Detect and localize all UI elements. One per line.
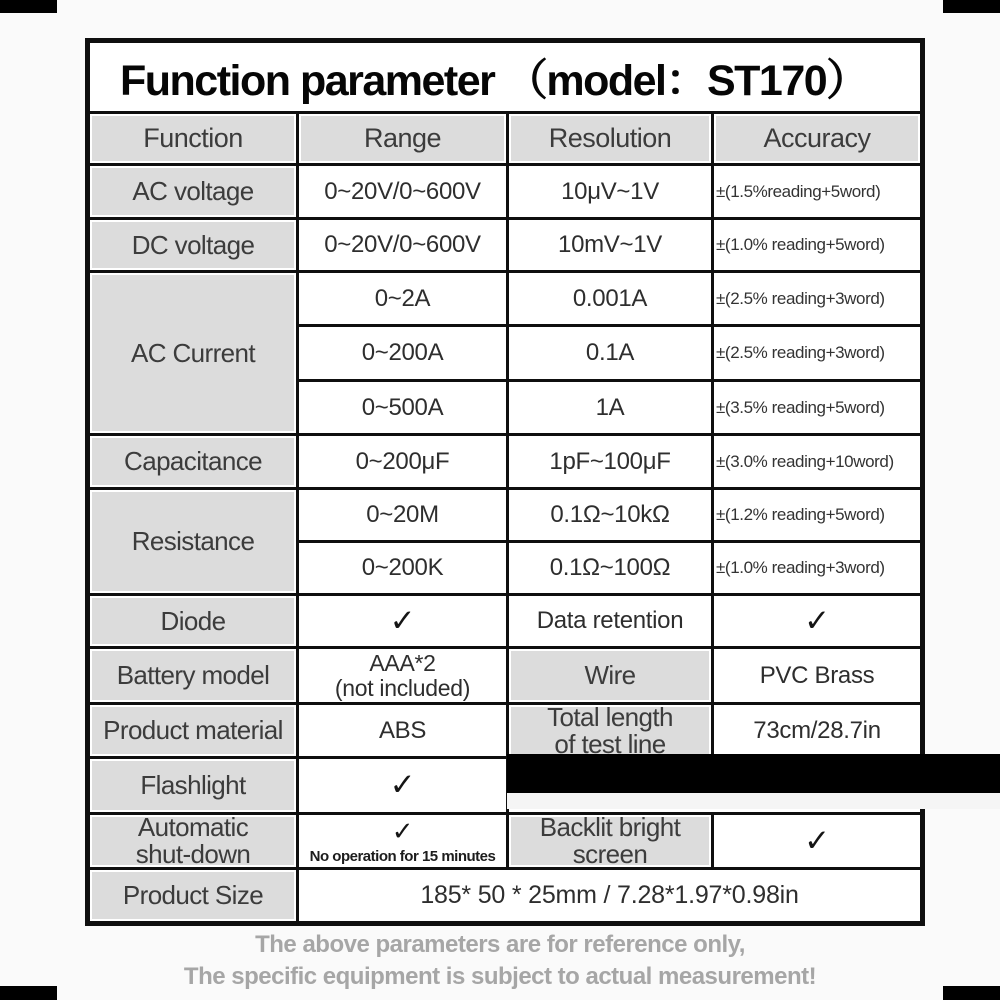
label-ac-voltage: AC voltage — [88, 165, 298, 219]
row-resistance-1 — [88, 489, 923, 542]
header-accuracy: Accuracy — [713, 113, 923, 165]
footer-line-1: The above parameters are for reference only, — [255, 931, 745, 958]
resolution-ac-voltage: 10μV~1V — [508, 165, 713, 219]
material-value: ABS — [298, 704, 508, 758]
label-resistance: Resistance — [88, 489, 298, 595]
range-capacitance: 0~200μF — [298, 435, 508, 489]
range-dc-voltage: 0~20V/0~600V — [298, 219, 508, 272]
label-data-retention: Data retention — [508, 595, 713, 648]
resolution-ac-current-1: 0.001A — [508, 272, 713, 326]
auto-shutdown-note: No operation for 15 minutes — [309, 847, 496, 865]
range-ac-current-1: 0~2A — [298, 272, 508, 326]
accuracy-ac-voltage: ±(1.5%reading+5word) — [713, 165, 923, 219]
image-corner-artifact-top-right — [943, 0, 1000, 13]
label-backlit-screen: Backlit bright screen — [508, 814, 713, 869]
check-icon: ✓ — [389, 767, 416, 802]
check-icon: ✓ — [389, 602, 416, 638]
header-resolution: Resolution — [508, 113, 713, 165]
battery-value: AAA*2 (not included) — [298, 648, 508, 704]
accuracy-resistance-1: ±(1.2% reading+5word) — [713, 489, 923, 542]
auto-shutdown-value — [298, 814, 508, 869]
accuracy-capacitance: ±(3.0% reading+10word) — [713, 435, 923, 489]
row-battery-wire — [88, 648, 923, 704]
row-material-testline — [88, 704, 923, 758]
range-ac-voltage: 0~20V/0~600V — [298, 165, 508, 219]
table-title: Function parameter （model：ST170） — [88, 41, 923, 113]
accuracy-ac-current-1: ±(2.5% reading+3word) — [713, 272, 923, 326]
footer-disclaimer — [0, 929, 1000, 994]
diode-value — [298, 595, 508, 648]
footer-line-2: The specific equipment is subject to actual measurement! — [183, 963, 817, 991]
backlit-value — [713, 814, 923, 869]
label-capacitance: Capacitance — [88, 435, 298, 489]
row-dc-voltage — [88, 219, 923, 272]
accuracy-ac-current-3: ±(3.5% reading+5word) — [713, 381, 923, 435]
resolution-capacitance: 1pF~100μF — [508, 435, 713, 489]
label-dc-voltage: DC voltage — [88, 219, 298, 272]
header-function: Function — [88, 113, 298, 165]
row-autoshutdown-backlit — [88, 814, 923, 869]
check-icon: ✓ — [804, 822, 830, 858]
row-ac-voltage — [88, 165, 923, 219]
label-battery-model: Battery model — [88, 648, 298, 704]
product-size-value: 185* 50 * 25mm / 7.28*1.97*0.98in — [298, 869, 923, 924]
accuracy-ac-current-2: ±(2.5% reading+3word) — [713, 326, 923, 381]
label-diode: Diode — [88, 595, 298, 648]
header-range: Range — [298, 113, 508, 165]
range-ac-current-2: 0~200A — [298, 326, 508, 381]
range-resistance-1: 0~20M — [298, 489, 508, 542]
flashlight-value — [298, 758, 508, 814]
row-capacitance — [88, 435, 923, 489]
row-ac-current-1 — [88, 272, 923, 326]
resolution-resistance-1: 0.1Ω~10kΩ — [508, 489, 713, 542]
range-ac-current-3: 0~500A — [298, 381, 508, 435]
label-flashlight: Flashlight — [88, 758, 298, 814]
label-auto-shutdown: Automatic shut-down — [88, 814, 298, 869]
resolution-ac-current-2: 0.1A — [508, 326, 713, 381]
label-wire: Wire — [508, 648, 713, 704]
label-test-line-length: Total length of test line — [508, 704, 713, 758]
row-product-size — [88, 869, 923, 924]
test-line-value: 73cm/28.7in — [713, 704, 923, 758]
masked-light-strip — [507, 793, 1000, 809]
image-corner-artifact-top-left — [0, 0, 57, 13]
row-diode — [88, 595, 923, 648]
resolution-ac-current-3: 1A — [508, 381, 713, 435]
data-retention-value — [713, 595, 923, 648]
label-product-size: Product Size — [88, 869, 298, 924]
masked-black-region — [507, 754, 1000, 793]
wire-value: PVC Brass — [713, 648, 923, 704]
check-icon: ✓ — [804, 602, 830, 638]
label-product-material: Product material — [88, 704, 298, 758]
accuracy-resistance-2: ±(1.0% reading+3word) — [713, 542, 923, 595]
range-resistance-2: 0~200K — [298, 542, 508, 595]
label-ac-current: AC Current — [88, 272, 298, 435]
check-icon: ✓ — [391, 815, 414, 846]
resolution-resistance-2: 0.1Ω~100Ω — [508, 542, 713, 595]
accuracy-dc-voltage: ±(1.0% reading+5word) — [713, 219, 923, 272]
resolution-dc-voltage: 10mV~1V — [508, 219, 713, 272]
